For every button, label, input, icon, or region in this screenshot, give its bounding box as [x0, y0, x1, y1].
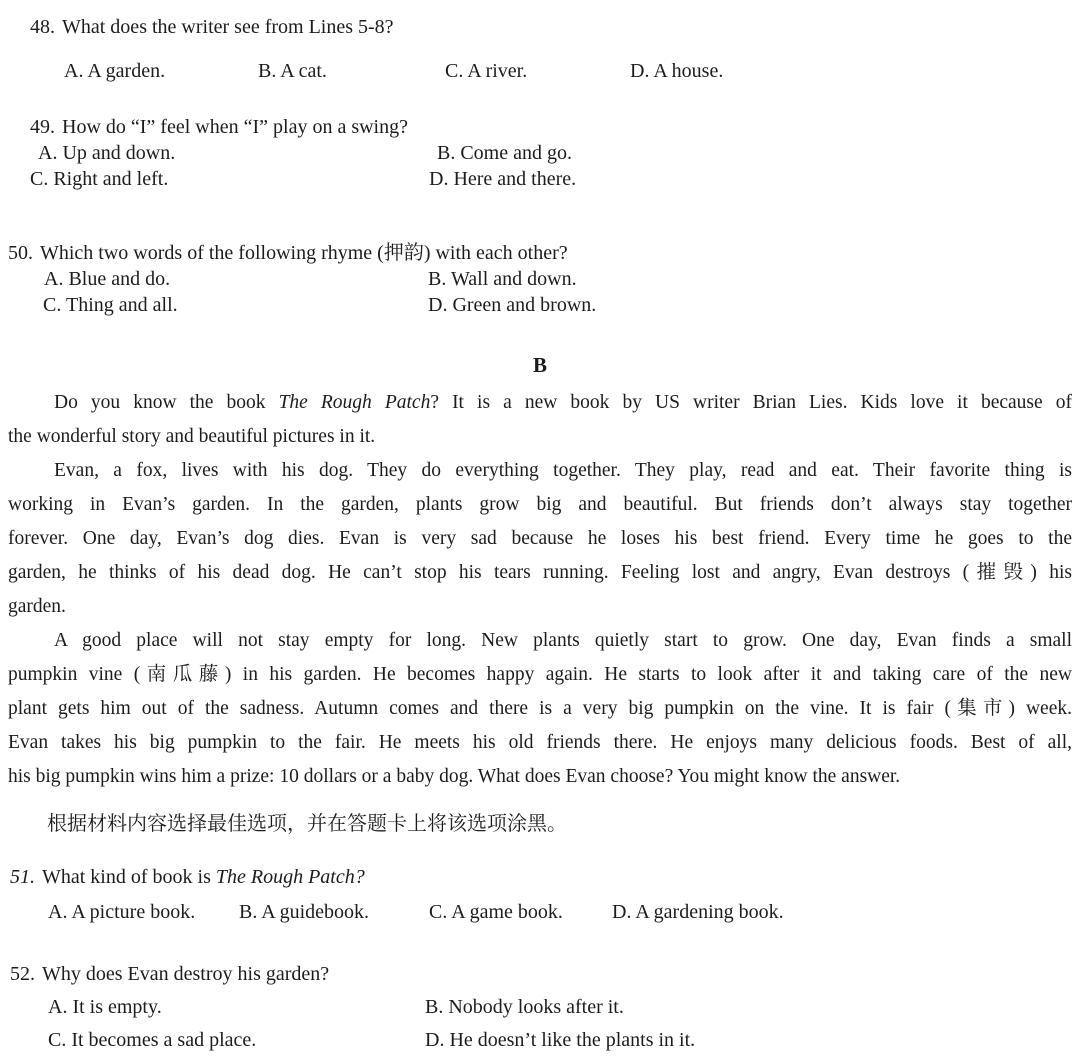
passage-p1-line-2: the wonderful story and beautiful pictures in it. [8, 426, 376, 447]
question-51 [8, 864, 1072, 890]
question-48-number: 48. [30, 16, 55, 38]
question-51-text: What kind of book is [42, 866, 216, 888]
passage-p3-line-5: his big pumpkin wins him a prize: 10 dollars or a baby dog. What does Evan choose? You might know the answer. [8, 766, 901, 787]
question-49-options-row-2 [8, 166, 1072, 192]
option-49-b: B. Come and go. [437, 142, 572, 164]
option-50-a: A. Blue and do. [44, 268, 171, 290]
passage-p3-line-1: A good place will not stay empty for long. New plants quietly start to grow. One day, Evan finds a small [54, 630, 1072, 651]
option-48-d: D. A house. [630, 60, 724, 82]
passage-p2-line-5: garden. [8, 596, 66, 617]
passage-p2-line-3: forever. One day, Evan’s dog dies. Evan is very sad because he loses his best friend. Every time he goes to the [8, 528, 1072, 549]
passage-p1-line-1-pre: Do you know the book [54, 392, 279, 413]
question-50 [8, 240, 1072, 266]
option-49-c: C. Right and left. [30, 168, 169, 190]
passage-p2-line-2: working in Evan’s garden. In the garden, plants grow big and beautiful. But friends don’t always stay together [8, 494, 1072, 515]
option-49-d: D. Here and there. [429, 168, 577, 190]
question-50-number: 50. [8, 242, 33, 264]
option-52-d: D. He doesn’t like the plants in it. [425, 1029, 696, 1051]
question-49-number: 49. [30, 116, 55, 138]
question-52-options-row-1 [8, 994, 1072, 1020]
option-50-b: B. Wall and down. [428, 268, 577, 290]
reading-passage [8, 386, 1072, 794]
passage-p1-line-1 [8, 386, 1072, 420]
question-48-options [8, 58, 1072, 84]
question-50-options-row-1 [8, 266, 1072, 292]
passage-p1-line-1-post: ? It is a new book by US writer Brian Lies. Kids love it because of [430, 392, 1072, 413]
question-49-options-row-1 [8, 140, 1072, 166]
option-52-b: B. Nobody looks after it. [425, 996, 624, 1018]
chinese-instruction: 根据材料内容选择最佳选项，并在答题卡上将该选项涂黑。 [47, 813, 567, 835]
option-48-a: A. A garden. [64, 60, 166, 82]
passage-p3-line-2: pumpkin vine (南瓜藤) in his garden. He becomes happy again. He starts to look after it and taking care of the new [8, 664, 1072, 685]
question-49-text: How do “I” feel when “I” play on a swing? [62, 116, 408, 138]
option-50-d: D. Green and brown. [428, 294, 597, 316]
question-50-options-row-2 [8, 292, 1072, 318]
passage-p2-line-1: Evan, a fox, lives with his dog. They do everything together. They play, read and eat. Their favorite thing is [54, 460, 1072, 481]
question-52-options-row-2 [8, 1027, 1072, 1053]
option-48-c: C. A river. [445, 60, 528, 82]
option-51-b: B. A guidebook. [239, 901, 370, 923]
option-52-a: A. It is empty. [48, 996, 162, 1018]
passage-p2-line-4: garden, he thinks of his dead dog. He can’t stop his tears running. Feeling lost and angry, Evan destroys (摧毁) his [8, 562, 1072, 583]
passage-p3-line-4: Evan takes his big pumpkin to the fair. He meets his old friends there. He enjoys many delicious foods. Best of all, [8, 732, 1072, 753]
option-50-c: C. Thing and all. [43, 294, 178, 316]
option-49-a: A. Up and down. [38, 142, 176, 164]
question-48 [8, 14, 1072, 40]
option-51-a: A. A picture book. [48, 901, 196, 923]
option-51-c: C. A game book. [429, 901, 563, 923]
question-51-options [8, 899, 1072, 925]
question-51-number: 51. [10, 866, 35, 888]
question-51-book-title-italic: The Rough Patch? [215, 866, 365, 888]
book-title-italic: The Rough Patch [278, 392, 431, 413]
option-48-b: B. A cat. [258, 60, 327, 82]
question-52 [8, 961, 1072, 987]
option-51-d: D. A gardening book. [612, 901, 784, 923]
question-48-text: What does the writer see from Lines 5-8? [62, 16, 394, 38]
question-49 [8, 114, 1072, 140]
section-b-header: B [532, 353, 547, 377]
passage-p3-line-3: plant gets him out of the sadness. Autumn comes and there is a very big pumpkin on the vine. It is fair (集市) week. [8, 698, 1072, 719]
question-52-number: 52. [10, 963, 35, 985]
question-50-text: Which two words of the following rhyme (押韵) with each other? [40, 242, 568, 264]
question-52-text: Why does Evan destroy his garden? [42, 963, 330, 985]
option-52-c: C. It becomes a sad place. [48, 1029, 257, 1051]
